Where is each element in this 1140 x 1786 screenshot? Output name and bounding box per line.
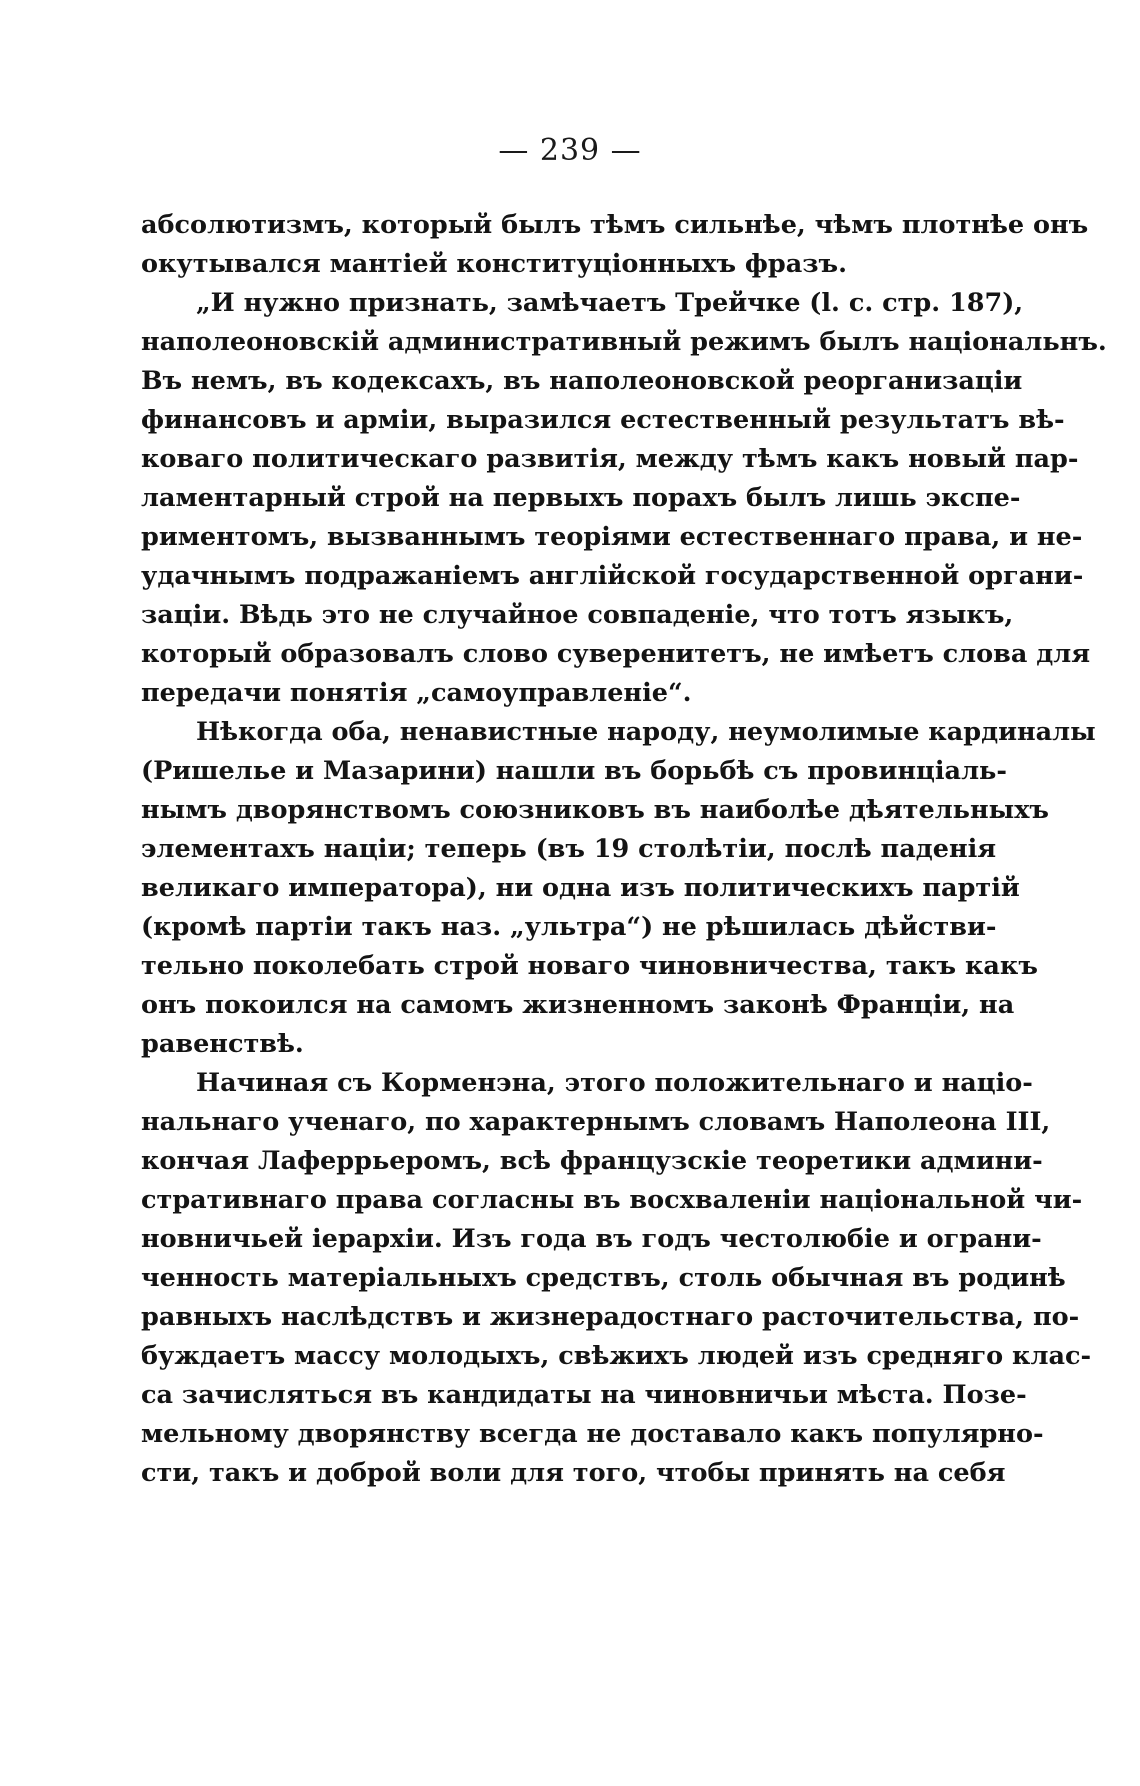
text-line: заціи. Вѣдь это не случайное совпаденіе, что тотъ языкъ, [141, 600, 1014, 630]
text-line: равныхъ наслѣдствъ и жизнерадостнаго расточительства, по- [141, 1302, 1080, 1332]
text-line: (кромѣ партіи такъ наз. „ультра“) не рѣшилась дѣйстви- [141, 912, 997, 942]
text-line: ламентарный строй на первыхъ порахъ былъ лишь экспе- [141, 483, 1021, 513]
text-line: абсолютизмъ, который былъ тѣмъ сильнѣе, чѣмъ плотнѣе онъ [141, 210, 1089, 240]
text-line: онъ покоился на самомъ жизненномъ законѣ Франціи, на [141, 990, 1015, 1020]
text-line: удачнымъ подражаніемъ англійской государственной органи- [141, 561, 1084, 591]
text-line: кончая Лаферрьеромъ, всѣ французскіе теоретики админи- [141, 1146, 1043, 1176]
body-text [141, 206, 1107, 1493]
text-line: стративнаго права согласны въ восхваленіи національной чи- [141, 1185, 1083, 1215]
text-line: (Ришелье и Мазарини) нашли въ борьбѣ съ провинціаль- [141, 756, 1007, 786]
text-line: сти, такъ и доброй воли для того, чтобы принять на себя [141, 1458, 1006, 1488]
text-line: окутывался мантіей конституціонныхъ фразъ. [141, 249, 847, 279]
text-line: который образовалъ слово суверенитетъ, не имѣетъ слова для [141, 639, 1091, 669]
text-line: мельному дворянству всегда не доставало какъ популярно- [141, 1419, 1044, 1449]
text-line: наполеоновскій административный режимъ былъ національнъ. [141, 327, 1107, 357]
text-line: финансовъ и арміи, выразился естественный результатъ вѣ- [141, 405, 1065, 435]
text-line: риментомъ, вызваннымъ теоріями естественнаго права, и не- [141, 522, 1083, 552]
text-line: нымъ дворянствомъ союзниковъ въ наиболѣе дѣятельныхъ [141, 795, 1049, 825]
text-line: нальнаго ученаго, по характернымъ словамъ Наполеона III, [141, 1107, 1051, 1137]
page-number: — 239 — [498, 133, 642, 168]
text-line: буждаетъ массу молодыхъ, свѣжихъ людей изъ средняго клас- [141, 1341, 1092, 1371]
text-line: Нѣкогда оба, ненавистные народу, неумолимые кардиналы [196, 717, 1096, 747]
text-line: равенствѣ. [141, 1029, 304, 1059]
text-line: новничьей іерархіи. Изъ года въ годъ честолюбіе и ограни- [141, 1224, 1042, 1254]
text-line: са зачисляться въ кандидаты на чиновничьи мѣста. Позе- [141, 1380, 1027, 1410]
text-line: передачи понятія „самоуправленіе“. [141, 678, 692, 708]
text-line: коваго политическаго развитія, между тѣмъ какъ новый пар- [141, 444, 1079, 474]
text-line: ченность матеріальныхъ средствъ, столь обычная въ родинѣ [141, 1263, 1066, 1293]
text-line: великаго императора), ни одна изъ политическихъ партій [141, 873, 1020, 903]
text-line: элементахъ націи; теперь (въ 19 столѣтіи, послѣ паденія [141, 834, 997, 864]
text-line: Начиная съ Корменэна, этого положительнаго и націо- [196, 1068, 1033, 1098]
text-line: тельно поколебать строй новаго чиновничества, такъ какъ [141, 951, 1038, 981]
text-line: „И нужно признать, замѣчаетъ Трейчке (l. c. стр. 187), [196, 288, 1024, 318]
text-line: Въ немъ, въ кодексахъ, въ наполеоновской реорганизаціи [141, 366, 1023, 396]
